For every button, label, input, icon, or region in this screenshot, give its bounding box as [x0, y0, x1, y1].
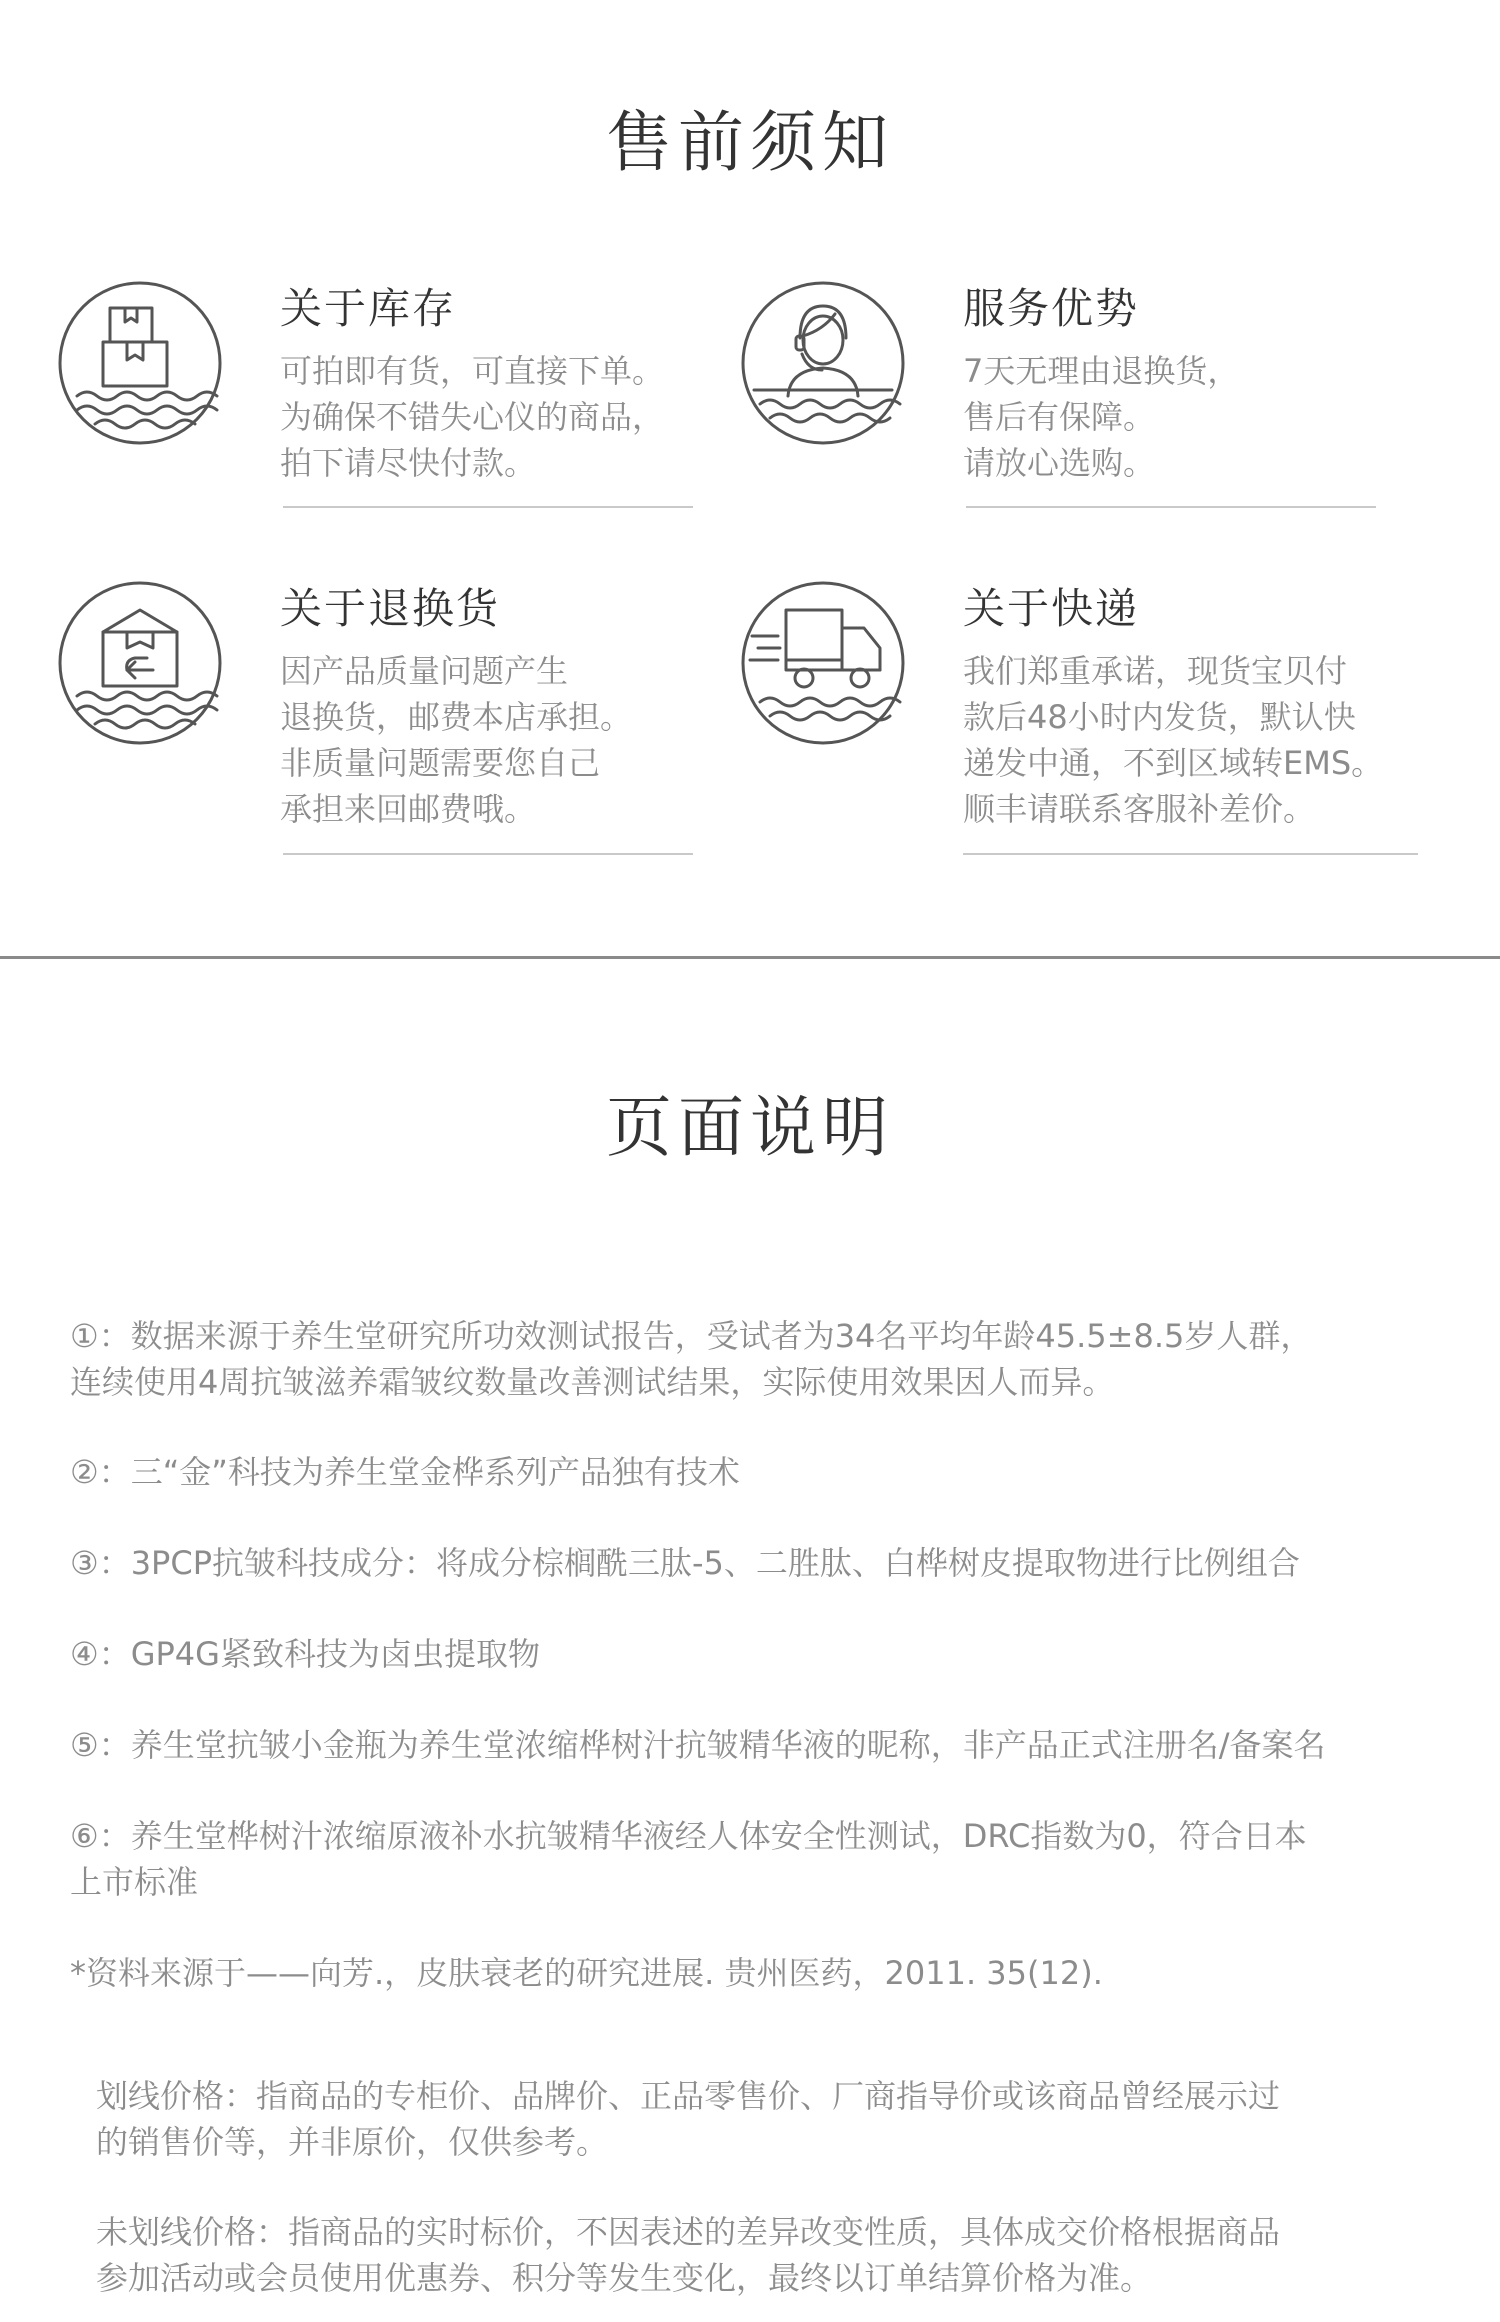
feature-title-stock: 关于库存 — [280, 284, 457, 333]
feature-divider — [283, 853, 693, 855]
feature-text-stock — [280, 348, 664, 486]
price-note-line: 未划线价格：指商品的实时标价，不因表述的差异改变性质，具体成交价格根据商品 — [96, 2213, 1281, 2251]
feature-divider — [966, 506, 1376, 508]
note-line: ③：3PCP抗皱科技成分：将成分棕榈酰三肽-5、二胜肽、白桦树皮提取物进行比例组合 — [70, 1544, 1300, 1582]
note-3 — [70, 1540, 1450, 1586]
feature-line: 售后有保障。 — [963, 398, 1156, 436]
feature-line: 款后48小时内发货，默认快 — [963, 698, 1356, 736]
feature-line: 退换货，邮费本店承担。 — [280, 698, 633, 736]
note-line: 连续使用4周抗皱滋养霜皱纹数量改善测试结果，实际使用效果因人而异。 — [70, 1363, 1115, 1401]
feature-line: 拍下请尽快付款。 — [280, 444, 537, 482]
note-line: ①：数据来源于养生堂研究所功效测试报告，受试者为34名平均年龄45.5±8.5岁人群， — [70, 1317, 1313, 1355]
feature-divider — [963, 853, 1418, 855]
price-note-line: 参加活动或会员使用优惠券、积分等发生变化，最终以订单结算价格为准。 — [96, 2259, 1153, 2297]
note-line: ⑤：养生堂抗皱小金瓶为养生堂浓缩桦树汁抗皱精华液的昵称，非产品正式注册名/备案名 — [70, 1726, 1326, 1764]
customer-service-icon — [738, 278, 908, 448]
return-box-icon — [55, 578, 225, 748]
feature-title-express: 关于快递 — [963, 584, 1140, 633]
price-note-uncrossed — [96, 2209, 1426, 2301]
note-line: 上市标准 — [70, 1863, 199, 1901]
feature-divider — [283, 506, 693, 508]
feature-line: 为确保不错失心仪的商品， — [280, 398, 665, 436]
feature-text-express — [963, 648, 1383, 832]
note-2 — [70, 1449, 1450, 1495]
feature-line: 可拍即有货，可直接下单。 — [280, 352, 665, 390]
price-note-crossed — [96, 2073, 1426, 2165]
price-note-line: 划线价格：指商品的专柜价、品牌价、正品零售价、厂商指导价或该商品曾经展示过 — [96, 2077, 1281, 2115]
feature-line: 非质量问题需要您自己 — [280, 744, 601, 782]
feature-line: 请放心选购。 — [963, 444, 1156, 482]
delivery-truck-icon — [738, 578, 908, 748]
box-icon — [55, 278, 225, 448]
note-line: ②：三“金”科技为养生堂金桦系列产品独有技术 — [70, 1453, 740, 1491]
feature-line: 因产品质量问题产生 — [280, 652, 569, 690]
note-source — [70, 1950, 1450, 1996]
feature-title-service: 服务优势 — [963, 284, 1140, 333]
feature-line: 承担来回邮费哦。 — [280, 790, 537, 828]
feature-line: 递发中通，不到区域转EMS。 — [963, 744, 1384, 782]
section-divider — [0, 956, 1500, 959]
feature-line: 顺丰请联系客服补差价。 — [963, 790, 1316, 828]
presale-title: 售前须知 — [606, 104, 894, 181]
note-4 — [70, 1631, 1450, 1677]
note-line: *资料来源于——向芳.，皮肤衰老的研究进展. 贵州医药，2011. 35(12). — [70, 1954, 1103, 1992]
feature-text-returns — [280, 648, 632, 832]
price-note-line: 的销售价等，并非原价，仅供参考。 — [96, 2123, 609, 2161]
note-1 — [70, 1313, 1450, 1405]
feature-line: 7天无理由退换货， — [963, 352, 1240, 390]
note-5 — [70, 1722, 1450, 1768]
feature-text-service — [963, 348, 1239, 486]
feature-title-returns: 关于退换货 — [280, 584, 501, 633]
note-line: ④：GP4G紧致科技为卤虫提取物 — [70, 1635, 540, 1673]
page-notes-title: 页面说明 — [606, 1089, 894, 1166]
note-line: ⑥：养生堂桦树汁浓缩原液补水抗皱精华液经人体安全性测试，DRC指数为0，符合日本 — [70, 1817, 1307, 1855]
note-6 — [70, 1813, 1450, 1905]
feature-line: 我们郑重承诺，现货宝贝付 — [963, 652, 1348, 690]
